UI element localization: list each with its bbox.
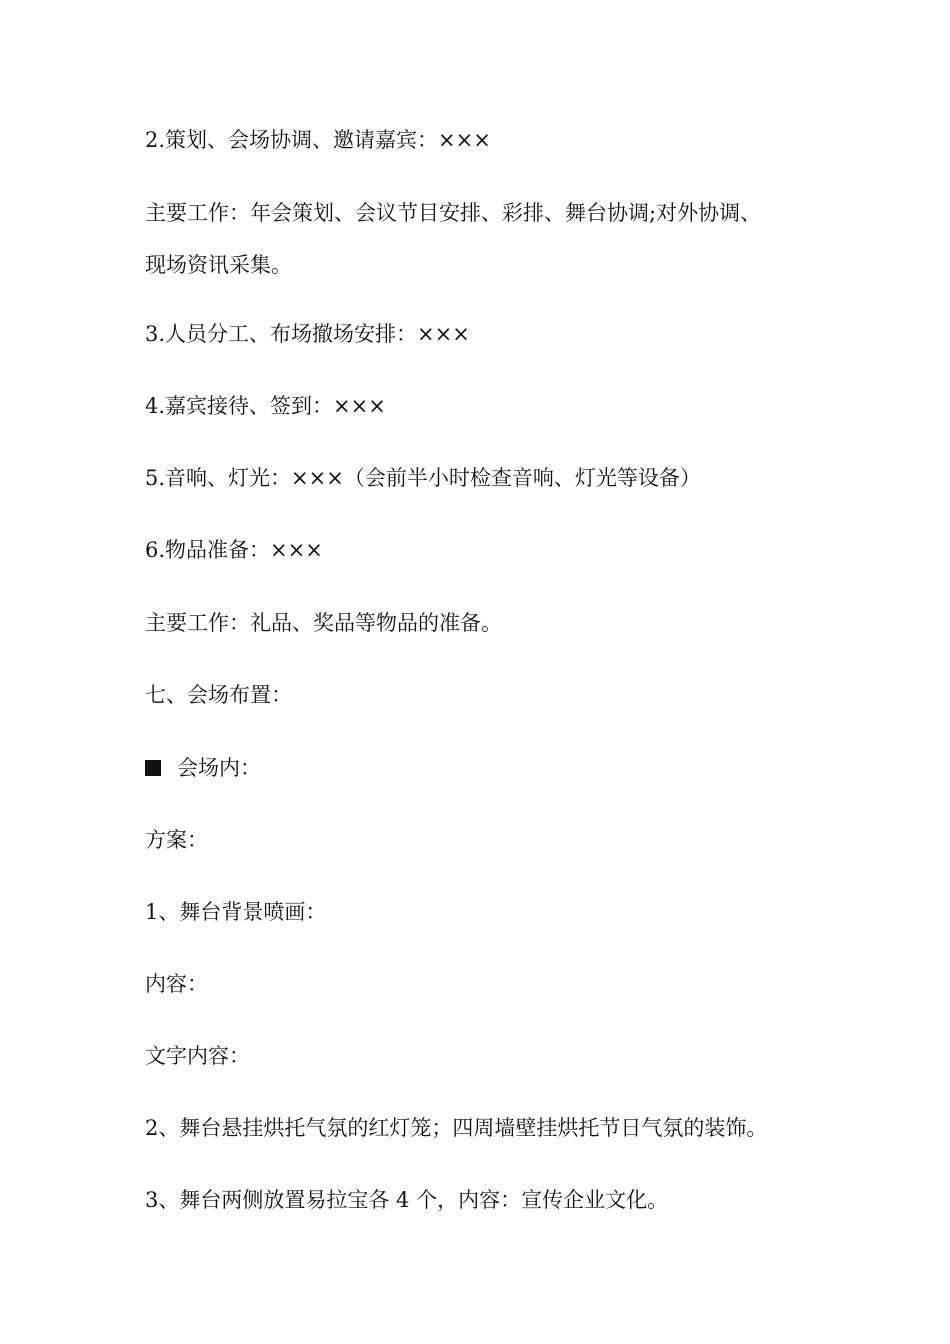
text-line-main-work-2: 主要工作：礼品、奖品等物品的准备。 (145, 611, 502, 635)
text-line-planning: 2.策划、会场协调、邀请嘉宾：××× (145, 128, 491, 152)
bullet-item-inside-venue (145, 742, 815, 794)
section-heading-venue-layout: 七、会场布置： (145, 683, 292, 707)
text-line-lanterns: 2、舞台悬挂烘托气氛的红灯笼；四周墙壁挂烘托节日气氛的装饰。 (145, 1116, 768, 1140)
text-line-plan: 方案： (145, 828, 208, 852)
text-line-main-work-1-cont: 现场资讯采集。 (145, 253, 292, 277)
text-line-stage-backdrop: 1、舞台背景喷画： (145, 900, 327, 924)
text-line-text-content: 文字内容： (145, 1044, 250, 1068)
text-line-rollup-banners: 3、舞台两侧放置易拉宝各 4 个，内容：宣传企业文化。 (145, 1188, 669, 1212)
text-line-content: 内容： (145, 972, 208, 996)
square-bullet-icon (145, 760, 161, 776)
text-line-audio-lighting: 5.音响、灯光：×××（会前半小时检查音响、灯光等设备） (145, 466, 701, 490)
bullet-item-label: 会场内： (177, 756, 261, 780)
text-line-main-work-1: 主要工作：年会策划、会议节目安排、彩排、舞台协调;对外协调、 (145, 201, 762, 225)
text-line-staffing: 3.人员分工、布场撤场安排：××× (145, 322, 470, 346)
text-line-supplies: 6.物品准备：××× (145, 538, 323, 562)
text-line-reception: 4.嘉宾接待、签到：××× (145, 394, 386, 418)
